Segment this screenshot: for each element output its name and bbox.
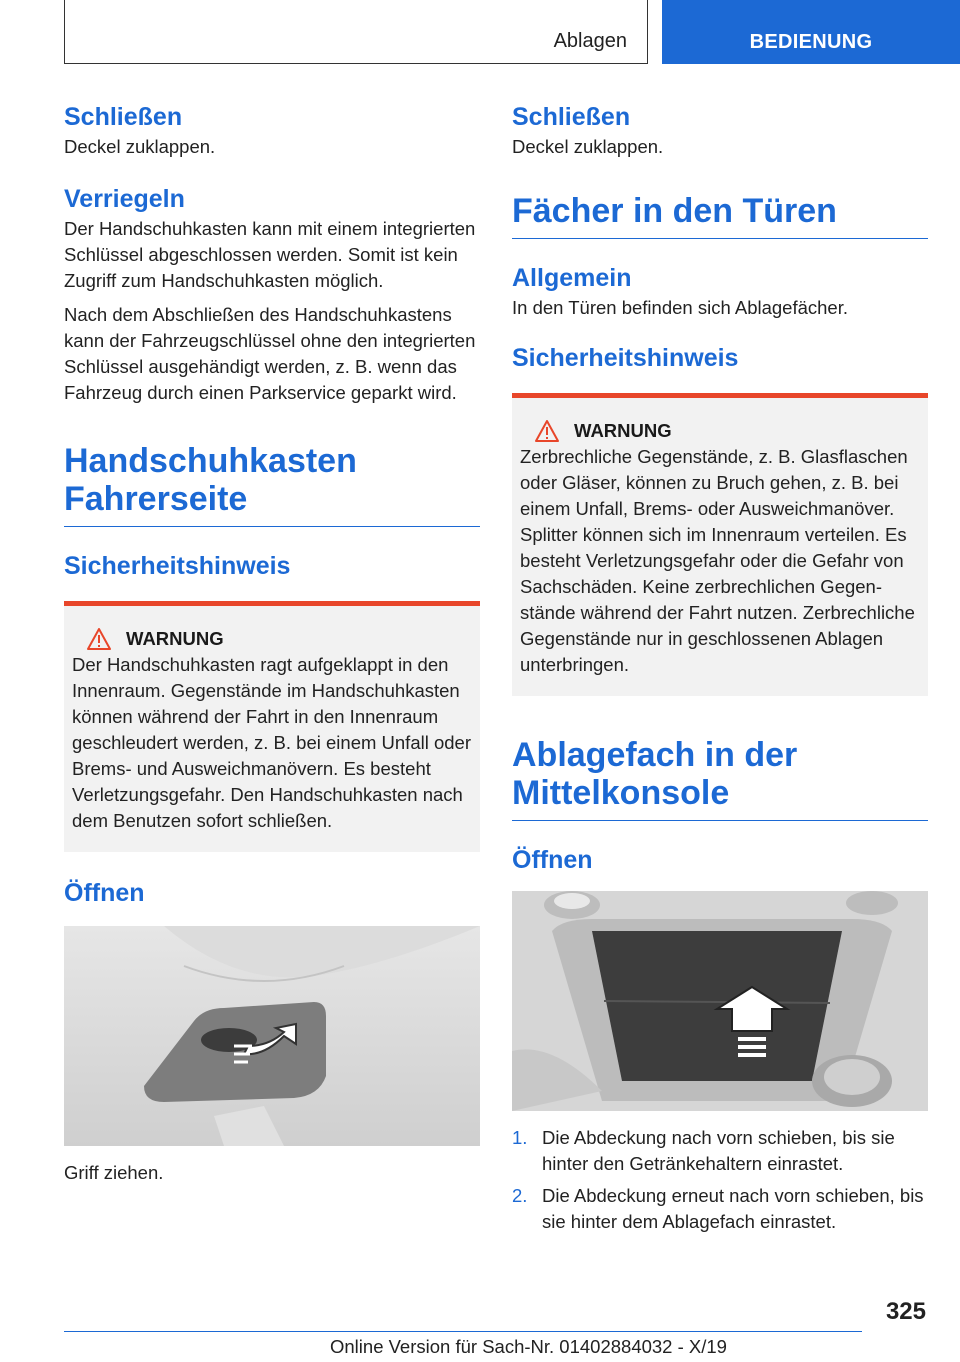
glovebox-photo (64, 926, 480, 1146)
general-text: In den Türen befinden sich Ablagefächer. (512, 297, 848, 318)
warning-text-right: Zerbrechliche Gegenstände, z. B. Glasflaschen oder Gläser, können zu Bruch gehen, z. B. bei einem Unfall, Brems- oder Ausweichmanöver. Splitter können sich im Innenraum verteilen. Es besteht Verletzungsgefahr oder die Gefahr von Sachschäden. Keine zerbrechlichen Gegenstände während der Fahrt nutzen. Zerbrechliche Gegenstände nur in geschlossenen Ablagen unterbringen. (520, 446, 915, 675)
open-heading: Öffnen (64, 879, 145, 907)
left-column (64, 100, 480, 1186)
right-column (512, 100, 928, 1241)
header-section-box (64, 0, 648, 64)
lock-text-1: Der Handschuhkasten kann mit einem integrierten Schlüssel abgeschlossen werden. Somit ist kein Zugriff zum Handschuhkasten möglich. (64, 218, 476, 291)
header-section-title: Ablagen (553, 30, 627, 52)
header-chapter-title: BEDIENUNG (749, 31, 873, 53)
step-text: Die Abdeckung nach vorn schieben, bis sie hinter den Getränkehaltern einrastet. (542, 1127, 895, 1174)
footer-online-version: Online Version für Sach-Nr. 01402884032 - X/19 (330, 1336, 727, 1357)
warning-box-right (512, 393, 928, 696)
general-heading: Allgemein (512, 264, 632, 292)
safety-heading: Sicherheitshinweis (64, 552, 291, 580)
close-heading-right: Schließen (512, 103, 631, 131)
list-item (512, 1183, 928, 1235)
close-text-right: Deckel zuklappen. (512, 136, 664, 157)
warning-text: Der Handschuhkasten ragt aufgeklappt in den Innenraum. Gegenstände im Handschuhkasten können während der Fahrt in den Innenraum geschleudert werden, z. B. bei einem Unfall oder Brems- und Ausweichmanövern. Es besteht Verletzungsgefahr. Den Handschuhkasten nach dem Benutzen sofort schließen. (72, 654, 471, 831)
close-text: Deckel zuklappen. (64, 136, 216, 157)
page-number: 325 (885, 1298, 926, 1325)
warning-triangle-icon (534, 419, 560, 443)
console-heading: Ablagefach in der Mittelkonsole (512, 736, 928, 821)
warning-label-right: WARNUNG (574, 420, 672, 441)
lock-heading: Verriegeln (64, 185, 185, 213)
step-number: 2. (512, 1185, 528, 1206)
center-console-photo (512, 891, 928, 1111)
header-chapter-tab (662, 0, 960, 64)
open-heading-right: Öffnen (512, 846, 593, 874)
door-pockets-heading: Fächer in den Türen (512, 192, 928, 239)
warning-triangle-icon (86, 627, 112, 651)
step-text: Die Abdeckung erneut nach vorn schieben, bis sie hinter dem Ablagefach einrastet. (542, 1185, 924, 1232)
warning-box (64, 601, 480, 852)
driver-glovebox-heading: Handschuhkasten Fahrerseite (64, 442, 480, 527)
list-item (512, 1125, 928, 1177)
close-heading: Schließen (64, 103, 183, 131)
steps-list (512, 1125, 928, 1235)
step-number: 1. (512, 1127, 528, 1148)
footer-divider (64, 1331, 862, 1332)
safety-heading-right: Sicherheitshinweis (512, 344, 739, 372)
lock-text-2: Nach dem Abschließen des Handschuhkastens kann der Fahrzeugschlüssel ohne den integrierten Schlüssel ausgehändigt werden, z. B. wenn das Fahrzeug durch einen Parkservice geparkt wird. (64, 304, 476, 403)
open-caption: Griff ziehen. (64, 1162, 164, 1183)
warning-label: WARNUNG (126, 628, 224, 649)
